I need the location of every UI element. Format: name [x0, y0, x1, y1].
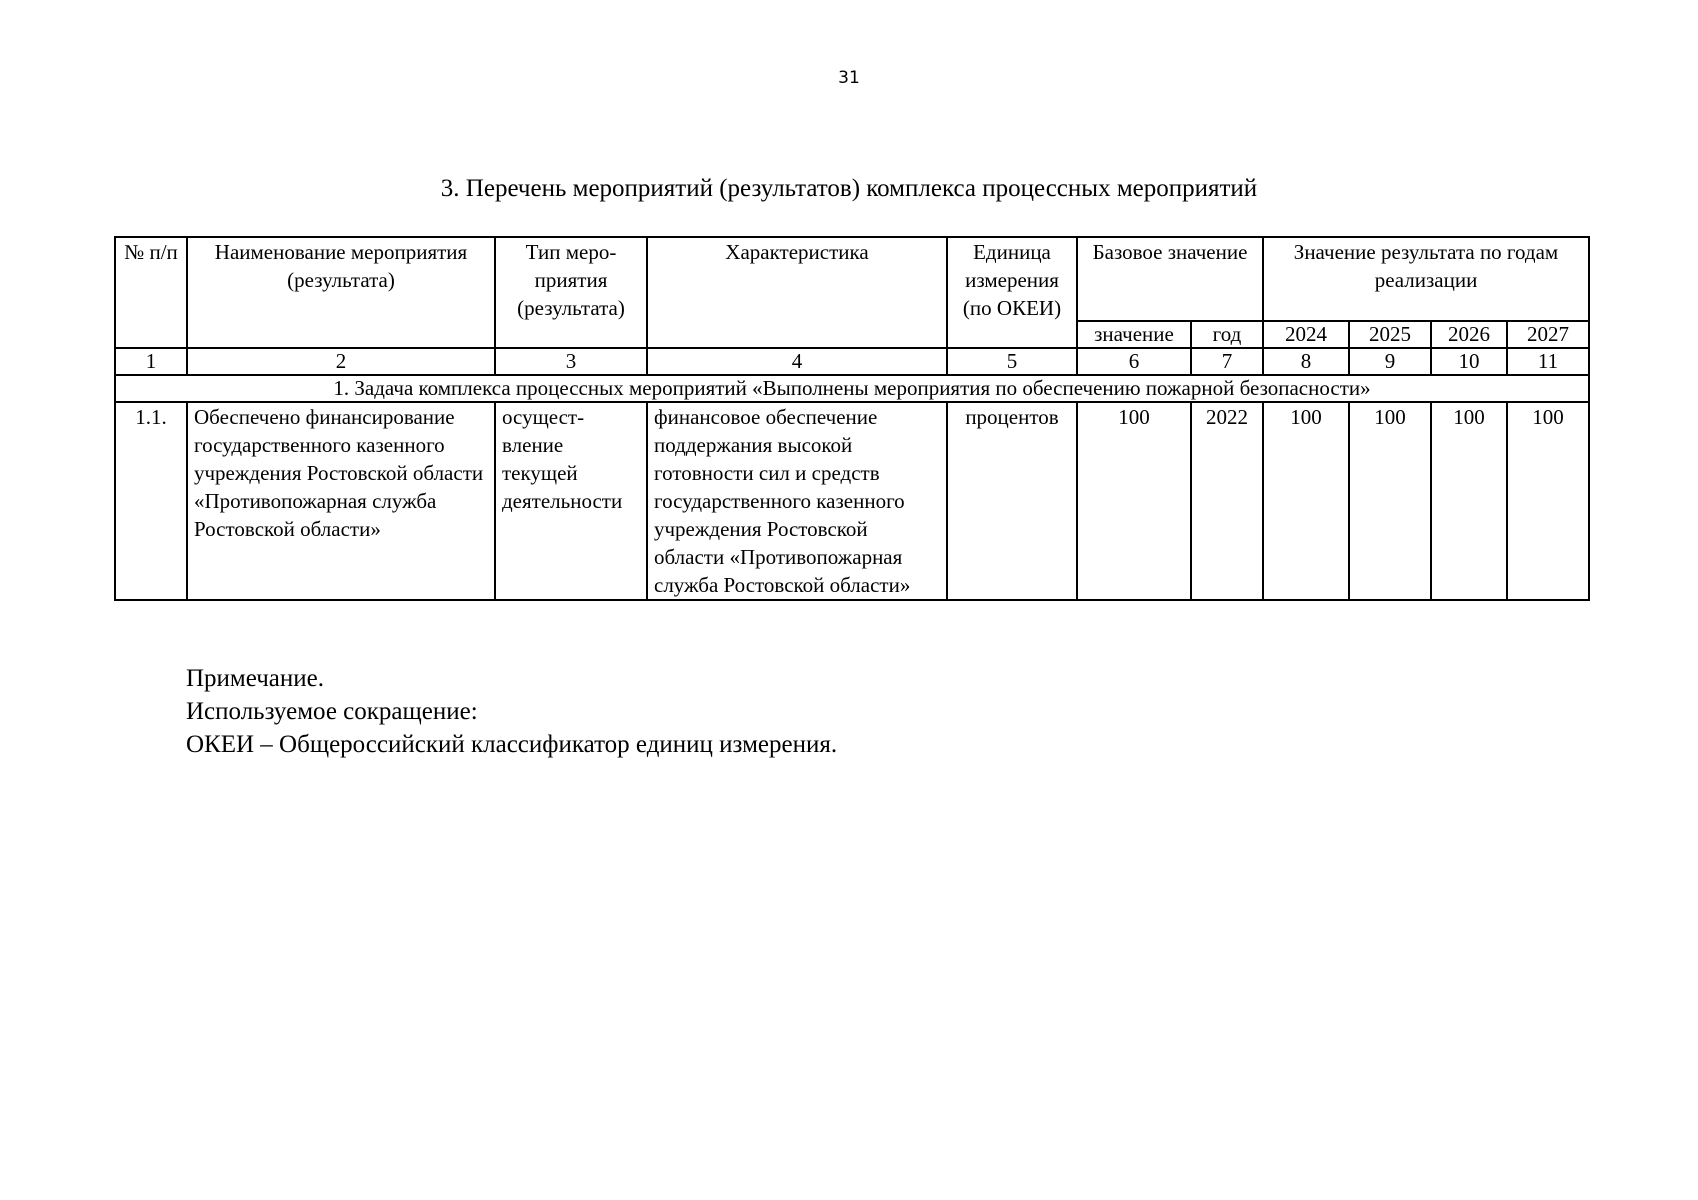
header-base-year: год: [1191, 321, 1263, 348]
column-number: 9: [1349, 348, 1431, 375]
row-type: осущест-вление текущей деятельности: [495, 402, 647, 600]
task-row: [115, 375, 1589, 402]
header-year-2027: 2027: [1507, 321, 1589, 348]
row-name: Обеспечено финансирование государственного казенного учреждения Ростовской области «Противопожарная служба Ростовской области»: [187, 402, 495, 600]
column-number: 1: [115, 348, 187, 375]
column-number: 7: [1191, 348, 1263, 375]
column-number: 4: [647, 348, 947, 375]
row-characteristic: финансовое обеспечение поддержания высокой готовности сил и средств государственного казенного учреждения Ростовской области «Противопожарная служба Ростовской области»: [647, 402, 947, 600]
header-unit: Единица измерения (по ОКЕИ): [947, 237, 1077, 348]
header-type: Тип меро-приятия (результата): [495, 237, 647, 348]
notes-heading: Примечание.: [186, 665, 325, 692]
header-name: Наименование мероприятия (результата): [187, 237, 495, 348]
header-year-2024: 2024: [1263, 321, 1349, 348]
column-number: 3: [495, 348, 647, 375]
column-number: 8: [1263, 348, 1349, 375]
abbreviation-okei: ОКЕИ – Общероссийский классификатор единиц измерения.: [186, 731, 838, 758]
row-value-2027: 100: [1507, 402, 1589, 600]
row-base-year: 2022: [1191, 402, 1263, 600]
table-row: [115, 402, 1589, 600]
task-title: 1. Задача комплекса процессных мероприятий «Выполнены мероприятия по обеспечению пожарной безопасности»: [115, 375, 1589, 402]
row-value-2025: 100: [1349, 402, 1431, 600]
header-year-2025: 2025: [1349, 321, 1431, 348]
column-number-row: [115, 348, 1589, 375]
header-year-2026: 2026: [1431, 321, 1507, 348]
header-characteristic: Характеристика: [647, 237, 947, 348]
results-table: [114, 236, 1590, 601]
column-number: 5: [947, 348, 1077, 375]
document-title: 3. Перечень мероприятий (результатов) комплекса процессных мероприятий: [440, 175, 1258, 202]
row-base-value: 100: [1077, 402, 1191, 600]
header-result-by-years: Значение результата по годам реализации: [1263, 237, 1589, 321]
column-number: 2: [187, 348, 495, 375]
abbreviation-heading: Используемое сокращение:: [186, 698, 478, 725]
row-value-2026: 100: [1431, 402, 1507, 600]
column-number: 10: [1431, 348, 1507, 375]
header-base: Базовое значение: [1077, 237, 1263, 321]
notes: [186, 662, 837, 761]
page-number: 31: [838, 68, 860, 88]
header-num: № п/п: [115, 237, 187, 348]
row-num: 1.1.: [115, 402, 187, 600]
header-base-value: значение: [1077, 321, 1191, 348]
row-unit: процентов: [947, 402, 1077, 600]
column-number: 6: [1077, 348, 1191, 375]
header-row: [115, 237, 1589, 321]
column-number: 11: [1507, 348, 1589, 375]
row-value-2024: 100: [1263, 402, 1349, 600]
